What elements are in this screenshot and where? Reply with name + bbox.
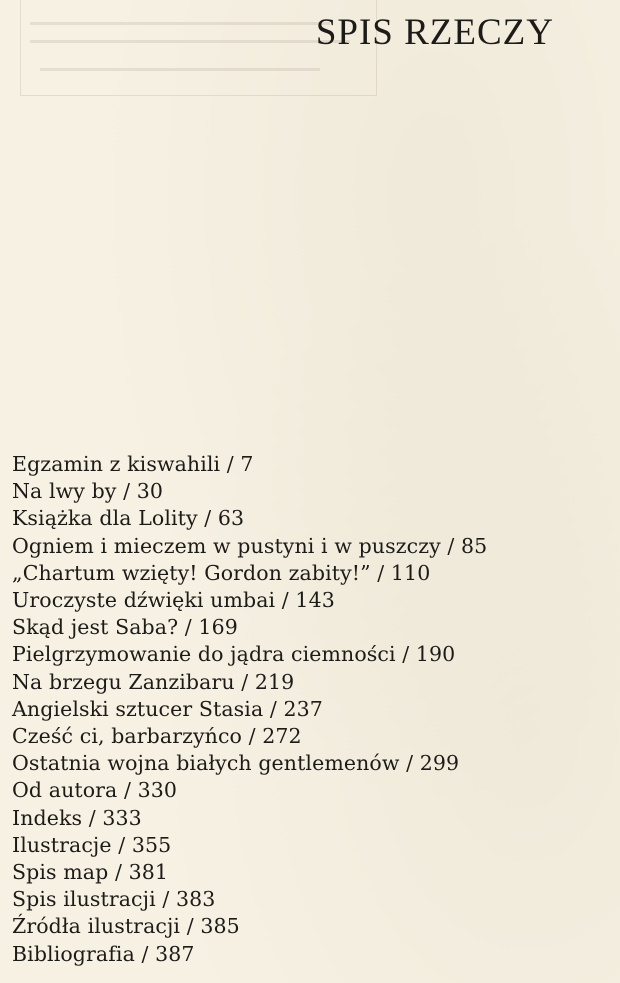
show-through-line [30,22,330,25]
toc-entry[interactable]: Książka dla Lolity / 63 [12,506,245,531]
toc-entry[interactable]: „Chartum wzięty! Gordon zabity!” / 110 [12,560,431,585]
toc-entry[interactable]: Ogniem i mieczem w pustyni i w puszczy / 85 [12,533,488,558]
table-of-contents [12,451,487,968]
toc-entry[interactable]: Spis ilustracji / 383 [12,887,216,912]
toc-entry[interactable]: Egzamin z kiswahili / 7 [12,452,254,476]
toc-entry[interactable]: Cześć ci, barbarzyńco / 272 [12,724,302,749]
toc-entry[interactable]: Na brzegu Zanzibaru / 219 [12,669,295,694]
toc-entry[interactable]: Źródła ilustracji / 385 [12,914,240,939]
toc-entry[interactable]: Spis map / 381 [12,860,169,885]
toc-entry[interactable]: Ostatnia wojna białych gentlemenów / 299 [12,751,460,776]
toc-entry[interactable]: Angielski sztucer Stasia / 237 [12,696,323,721]
toc-entry[interactable]: Od autora / 330 [12,778,178,803]
show-through-line [30,40,350,43]
page-title: SPIS RZECZY [315,12,554,53]
show-through-line [40,68,320,71]
toc-entry[interactable]: Indeks / 333 [12,805,142,830]
toc-entry[interactable]: Skąd jest Saba? / 169 [12,615,238,640]
toc-entry[interactable]: Pielgrzymowanie do jądra ciemności / 190 [12,642,456,667]
toc-entry[interactable]: Bibliografia / 387 [12,941,195,966]
toc-entry[interactable]: Na lwy by / 30 [12,479,164,504]
toc-entry[interactable]: Ilustracje / 355 [12,832,172,857]
toc-entry[interactable]: Uroczyste dźwięki umbai / 143 [12,588,335,613]
